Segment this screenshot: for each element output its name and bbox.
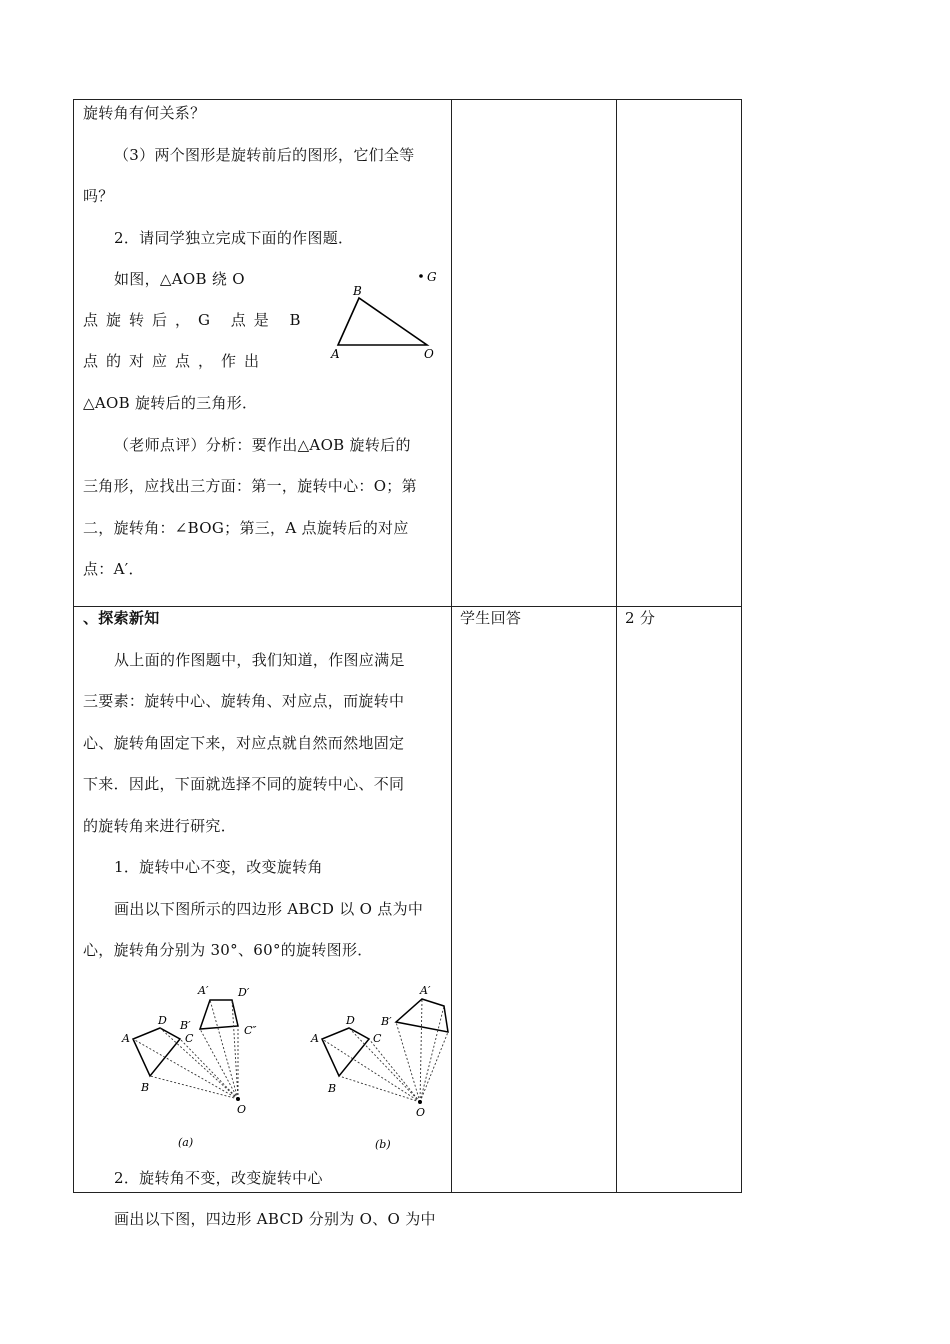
caption-a: (a) — [178, 1135, 194, 1149]
label-a: A — [331, 347, 340, 361]
time-allocation-text: 2 分 — [625, 609, 656, 627]
row2-student-activity-cell — [452, 598, 617, 640]
label-b: B — [353, 284, 362, 298]
svg-text:B′: B′ — [180, 1018, 191, 1032]
text-line: 吗？ — [83, 187, 114, 205]
text-line: 的旋转角来进行研究． — [83, 816, 237, 835]
text-line: （3）两个图形是旋转前后的图形，它们全等 — [114, 145, 415, 164]
svg-text:A: A — [122, 1031, 130, 1045]
problem-block — [83, 259, 443, 383]
svg-text:O: O — [237, 1102, 247, 1116]
svg-text:D′: D′ — [238, 985, 250, 999]
svg-text:O: O — [416, 1105, 426, 1119]
text-line: （老师点评）分析：要作出△AOB 旋转后的 — [114, 435, 411, 454]
text-line: 旋转角有何关系？ — [83, 104, 206, 122]
figure-a — [121, 984, 257, 1149]
row2-time-cell — [617, 598, 741, 640]
svg-text:A: A — [311, 1031, 319, 1045]
column-divider-2 — [616, 100, 617, 1192]
label-o: O — [424, 347, 434, 361]
svg-text:A′: A′ — [420, 983, 431, 997]
text-line: 点：A′． — [83, 560, 144, 578]
svg-text:B: B — [141, 1080, 150, 1094]
label-g: G — [427, 270, 437, 284]
caption-b: (b) — [375, 1137, 391, 1151]
svg-text:C″: C″ — [244, 1023, 257, 1037]
text-line: 如图，△AOB 绕 O — [114, 270, 245, 288]
row2-content-cell — [74, 598, 452, 1228]
rotation-figures — [83, 972, 443, 1158]
quadrilateral-rotation-figures — [113, 976, 453, 1156]
text-line: 1．旋转中心不变，改变旋转角 — [114, 858, 323, 876]
text-line: 心、旋转角固定下来，对应点就自然而然地固定 — [83, 733, 405, 752]
text-line: △AOB 旋转后的三角形． — [83, 394, 258, 412]
text-line: 心，旋转角分别为 30°、60°的旋转图形． — [83, 941, 373, 959]
svg-text:B: B — [328, 1081, 337, 1095]
svg-text:C: C — [373, 1031, 382, 1045]
svg-text:D: D — [158, 1013, 167, 1027]
triangle-aob-figure — [323, 271, 443, 371]
text-line: 三角形，应找出三方面：第一，旋转中心：O；第 — [83, 477, 417, 495]
figure-b — [310, 984, 448, 1151]
text-line: 下来．因此，下面就选择不同的旋转中心、不同 — [83, 775, 405, 793]
text-line: 从上面的作图题中，我们知道，作图应满足 — [114, 650, 405, 669]
text-line: 画出以下图所示的四边形 ABCD 以 O 点为中 — [114, 899, 424, 918]
svg-text:C: C — [185, 1031, 194, 1045]
svg-text:B′: B′ — [381, 1014, 392, 1028]
text-line: 2．请同学独立完成下面的作图题． — [114, 228, 354, 247]
text-line: 点的对应点，作出 — [83, 352, 268, 370]
section-heading: 、探索新知 — [83, 609, 160, 627]
text-line: 画出以下图，四边形 ABCD 分别为 O、O 为中 — [114, 1210, 436, 1228]
svg-text:D: D — [346, 1013, 355, 1027]
lesson-table — [73, 99, 742, 1228]
text-line: 三要素：旋转中心、旋转角、对应点，而旋转中 — [83, 692, 405, 710]
text-line: 2．旋转角不变，改变旋转中心 — [114, 1168, 323, 1187]
text-line: 点旋转后，G 点是 B — [83, 311, 309, 329]
row1-content-cell — [74, 93, 452, 605]
svg-text:A′: A′ — [198, 983, 209, 997]
student-activity-text: 学生回答 — [460, 609, 522, 627]
text-line: 二，旋转角：∠BOG；第三，A 点旋转后的对应 — [83, 518, 409, 537]
